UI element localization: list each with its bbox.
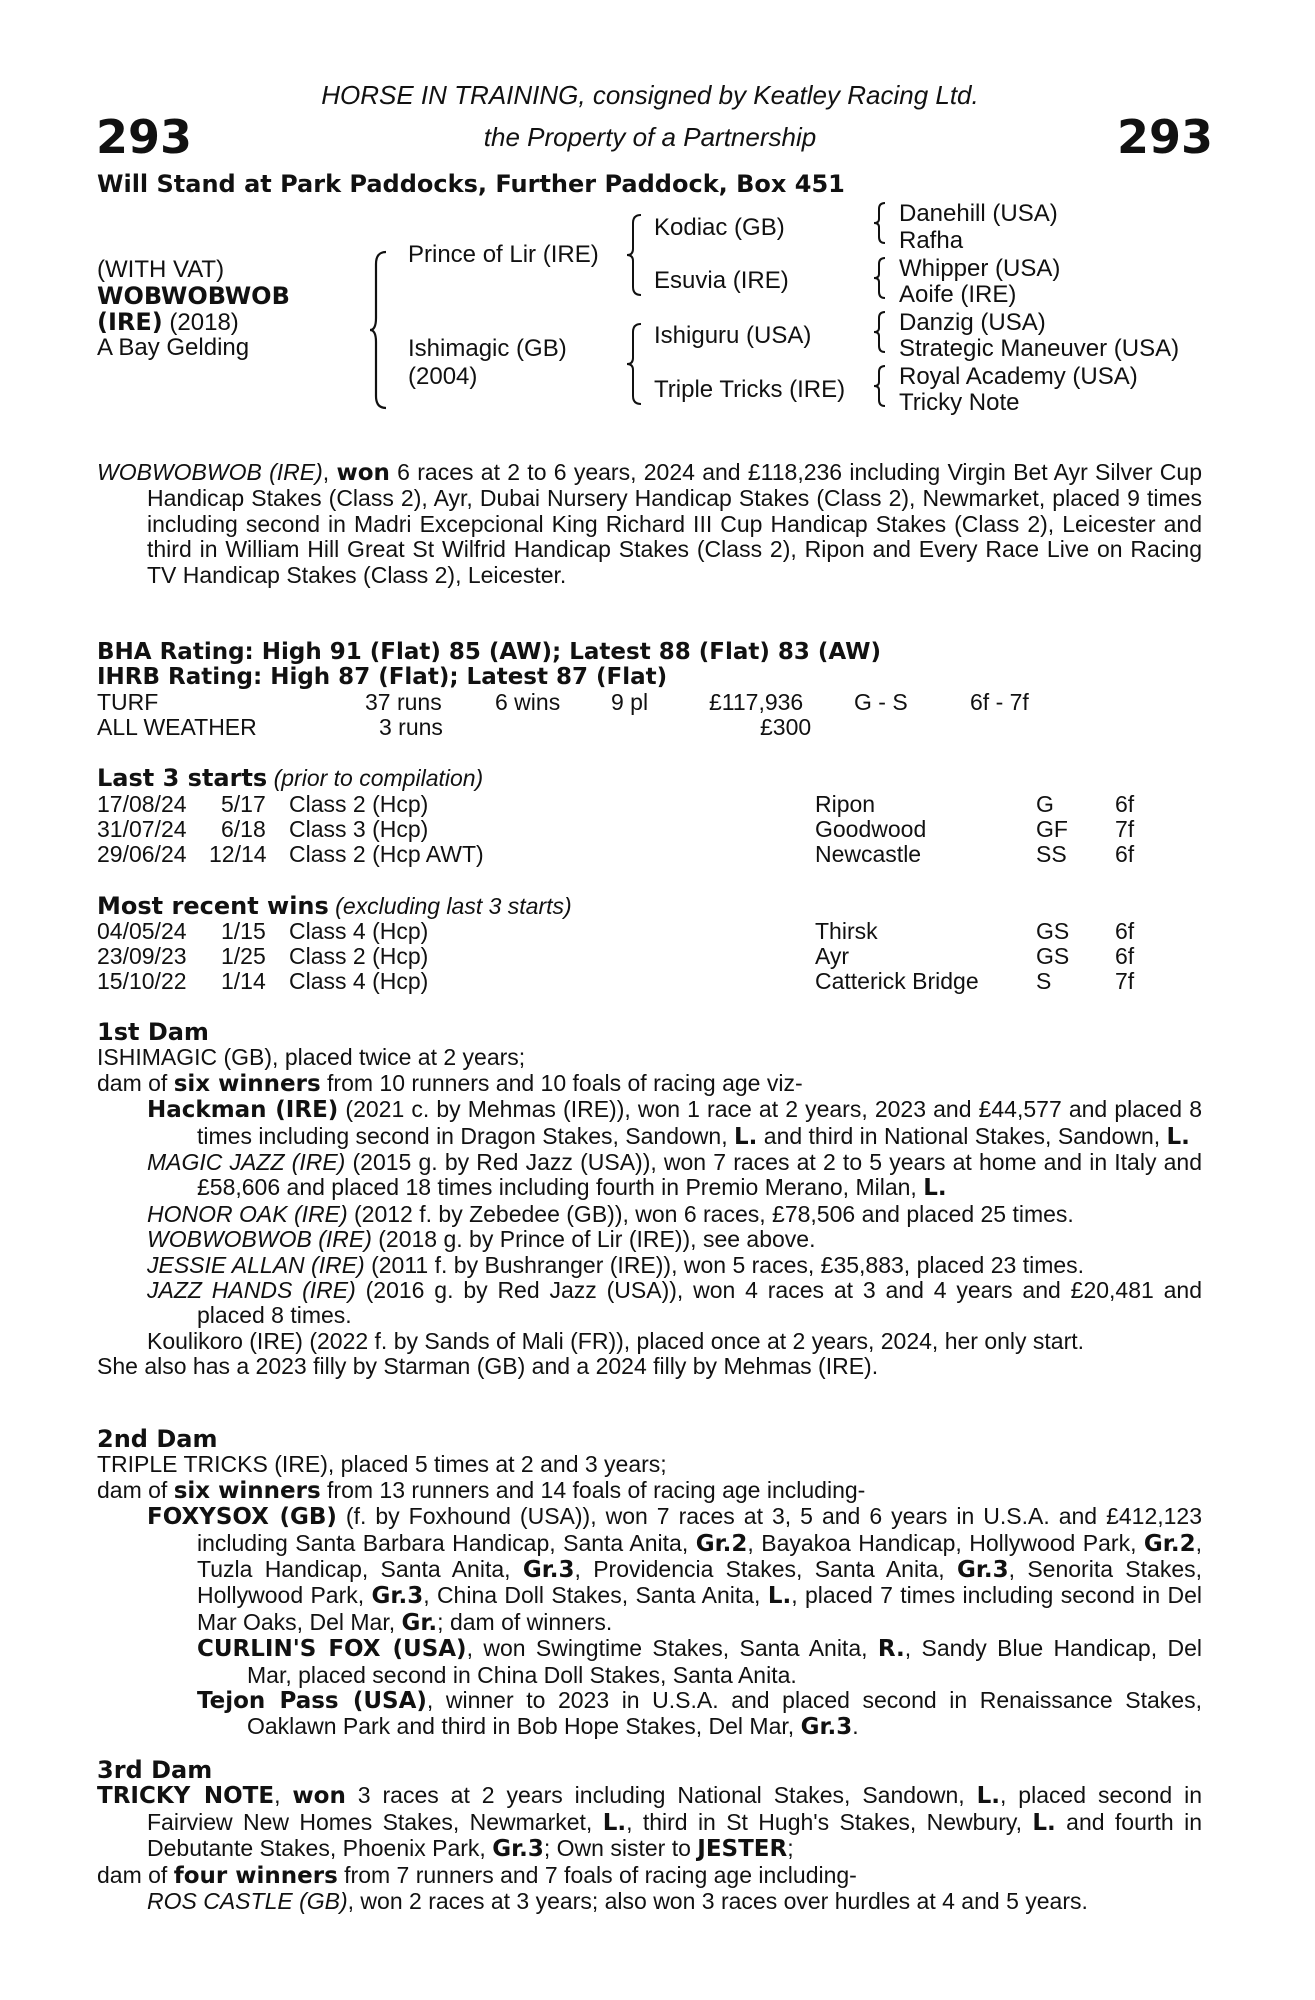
produce-text: (2012 f. by Zebedee (GB)), won 6 races, £78,506 and placed 25 times. [347,1200,1074,1227]
produce-text: and third in National Stakes, Sandown, [757,1122,1167,1149]
produce-wobwobwob [97,1227,1202,1252]
pedigree-dss: Danzig (USA) [899,309,1046,336]
ihrb-rating: IHRB Rating: High 87 (Flat); Latest 87 (Flat) [97,664,668,690]
produce-text: , Tuzla Handicap, Santa Anita, [197,1529,1202,1583]
record-runs: 3 runs [379,714,443,740]
last3-row [97,792,1202,817]
summary-horse-name: WOBWOBWOB (IRE) [97,459,323,485]
produce-text: (2021 c. by Mehmas (IRE)), won 1 race at 2 years, 2023 and £44,577 and placed 8 times including second in Dragon Stakes, Sandown, [197,1096,1202,1149]
start-date: 17/08/24 [97,791,187,817]
pedigree-brace-sire [625,213,645,297]
record-surface: TURF [97,689,159,715]
record-text: 3 races at 2 years including National Stakes, Sandown, [345,1782,977,1809]
start-going: GF [1036,816,1068,842]
produce-name: Hackman (IRE) [147,1097,339,1124]
grade-mark: Gr.2 [1143,1530,1196,1557]
grade-mark: Gr.3 [371,1583,424,1610]
win-course: Catterick Bridge [815,968,979,994]
start-position: 12/14 [209,841,267,867]
horse-year: (2018) [162,309,239,336]
summary-won: won [336,460,390,486]
grade-mark: Gr. [401,1609,438,1636]
produce-ros-castle [97,1889,1202,1914]
pedigree-brace-dam [625,322,645,406]
start-position: 6/18 [221,816,266,842]
produce-jazz-hands [97,1278,1202,1329]
grade-mark: Gr.2 [695,1530,748,1557]
start-distance: 7f [1115,816,1135,842]
pedigree-sdd: Aoife (IRE) [899,281,1017,308]
start-distance: 6f [1115,791,1135,817]
pedigree-dam-sire: Ishiguru (USA) [654,322,812,349]
produce-text: , Bayakoa Handicap, Hollywood Park, [747,1529,1144,1556]
first-dam-title: 1st Dam [97,1018,209,1046]
pedigree-dam-dam: Triple Tricks (IRE) [654,376,846,403]
summary-text: 6 races at 2 to 6 years, 2024 and £118,236 including Virgin Bet Ayr Silver Cup Handicap Stakes (Class 2), Ayr, Dubai Nursery Handicap Stakes (Class 2), Newmarket, placed 9 times including second in Madri Excepcional King Richard III Cup Handicap Stakes (Class 2), Leicester and third in William Hill Great St Wilfrid Handicap Stakes (Class 2), Ripon and Every Race Live on Racing TV Handicap Stakes (Class 2), Leicester. [147,459,1203,588]
start-class: Class 2 (Hcp AWT) [289,841,484,867]
produce-tejon-pass [97,1688,1202,1741]
won-label: won [292,1783,346,1810]
produce-text: , Sandy Blue Handicap, Del Mar, placed second in China Doll Stakes, Santa Anita. [247,1635,1203,1688]
second-dam-title: 2nd Dam [97,1425,218,1453]
grade-mark: Gr.3 [956,1557,1009,1584]
win-position: 1/15 [221,918,266,944]
produce-name: JAZZ HANDS (IRE) [147,1277,356,1304]
record-prize: £117,936 [709,689,804,715]
listed-mark: L. [733,1123,758,1150]
record-text: ; [787,1835,794,1862]
last3-row [97,817,1202,842]
listed-mark: L. [1166,1123,1190,1150]
recent-win-row [97,919,1202,944]
produce-text: (2015 g. by Red Jazz (USA)), won 7 races at 2 to 5 years at home and in Italy and £58,606 and placed 18 times including fourth in Premio Merano, Milan, [197,1149,1202,1201]
last3-note: (prior to compilation) [267,765,484,791]
vat-note: (WITH VAT) [97,256,225,283]
pedigree-ddd: Tricky Note [899,389,1020,416]
produce-name: Tejon Pass (USA) [197,1688,427,1715]
grade-mark: Gr.3 [800,1714,853,1741]
dam-of: dam of [97,1476,174,1503]
header-consignor: HORSE IN TRAINING, consigned by Keatley Racing Ltd. [321,80,979,110]
produce-text: (2016 g. by Red Jazz (USA)), won 4 races at 3 and 4 years and £20,481 and placed 8 times. [197,1277,1203,1329]
win-distance: 7f [1115,968,1135,994]
produce-magic-jazz [97,1150,1202,1202]
pedigree-brace-dd [872,364,888,408]
win-date: 15/10/22 [97,968,187,994]
recent-wins-note: (excluding last 3 starts) [328,893,572,919]
runners-note: from 10 runners and 10 foals of racing age viz- [320,1069,803,1096]
race-summary: WOBWOBWOB (IRE), won 6 races at 2 to 6 years, 2024 and £118,236 including Virgin Bet Ayr Silver Cup Handicap Stakes (Class 2), Ayr, Dubai Nursery Handicap Stakes (Class 2), Newmarket, placed 9 times including second in Madri Excepcional King Richard III Cup Handicap Stakes (Class 2), Leicester and third in William Hill Great St Wilfrid Handicap Stakes (Class 2), Ripon and Every Race Live on Racing TV Handicap Stakes (Class 2), Leicester. [97,459,1203,588]
start-class: Class 3 (Hcp) [289,816,429,842]
pedigree-dsd: Strategic Maneuver (USA) [899,335,1180,362]
third-dam-section [97,1758,1202,1914]
separator: , [274,1782,293,1809]
recent-wins-heading [97,894,572,919]
produce-hackman [97,1097,1202,1150]
pedigree-brace-ss [872,201,888,245]
sibling-name: JESTER [697,1836,788,1863]
record-going: G - S [854,689,908,715]
win-class: Class 2 (Hcp) [289,943,429,969]
third-dam-produce [97,1863,1202,1889]
produce-text: . [852,1713,859,1740]
record-text: and fourth in Debutante Stakes, Phoenix Park, [147,1808,1202,1862]
start-position: 5/17 [221,791,266,817]
last3-title: Last 3 starts [97,764,268,792]
record-wins: 6 wins [495,689,561,715]
horse-description: A Bay Gelding [97,334,250,361]
dam-of: dam of [97,1069,174,1096]
win-going: GS [1036,943,1070,969]
record-text: ; Own sister to [543,1835,698,1862]
produce-text: , China Doll Stakes, Santa Anita, [423,1582,768,1609]
header-property: the Property of a Partnership [483,122,817,152]
pedigree-sire-sire: Kodiac (GB) [654,214,785,241]
start-course: Ripon [815,791,876,817]
pedigree-brace-sd [872,256,888,300]
start-going: SS [1036,841,1067,867]
produce-name: MAGIC JAZZ (IRE) [147,1149,346,1176]
recent-win-row [97,969,1202,994]
produce-foxysox [97,1504,1202,1636]
record-text: , placed second in Fairview New Homes Stakes, Newmarket, [147,1782,1203,1835]
runners-note: from 13 runners and 14 foals of racing age including- [320,1476,866,1503]
start-course: Newcastle [815,841,922,867]
produce-text: , won Swingtime Stakes, Santa Anita, [466,1635,878,1662]
win-position: 1/14 [221,968,266,994]
produce-name: FOXYSOX (GB) [147,1504,337,1531]
produce-name: CURLIN'S FOX (USA) [197,1636,467,1663]
produce-text: ; dam of winners. [437,1608,613,1635]
produce-name: WOBWOBWOB (IRE) [147,1226,372,1253]
produce-text: , Providencia Stakes, Santa Anita, [574,1556,957,1583]
pedigree-sss: Danehill (USA) [899,200,1058,227]
record-prize: £300 [760,714,812,740]
start-date: 29/06/24 [97,841,187,867]
horse-origin-year [97,309,239,336]
produce-name: HONOR OAK (IRE) [147,1200,348,1227]
produce-curlins-fox [97,1636,1202,1688]
produce-text: , placed 7 times including second in Del Mar Oaks, Del Mar, [197,1582,1202,1635]
pedigree-sire: Prince of Lir (IRE) [408,241,599,268]
produce-name: JESSIE ALLAN (IRE) [147,1251,365,1278]
win-position: 1/25 [221,943,266,969]
produce-text: , won 2 races at 3 years; also won 3 races over hurdles at 4 and 5 years. [347,1888,1088,1915]
pedigree-dam: Ishimagic (GB) [408,335,567,362]
record-surface: ALL WEATHER [97,714,257,740]
first-dam-section [97,1020,1202,1380]
dam-of: dam of [97,1861,174,1888]
lot-number-right: 293 [1117,110,1214,164]
listed-mark: L. [1032,1809,1056,1836]
record-turf [97,690,1202,715]
start-going: G [1036,791,1054,817]
grade-mark: Gr.3 [522,1557,575,1584]
win-date: 23/09/23 [97,943,187,969]
win-distance: 6f [1115,943,1135,969]
win-course: Ayr [815,943,850,969]
grade-mark: Gr.3 [492,1836,544,1863]
start-course: Goodwood [815,816,927,842]
horse-origin: (IRE) [97,308,163,336]
produce-jessie-allan [97,1253,1202,1278]
runners-note: from 7 runners and 7 foals of racing age including- [337,1861,857,1888]
record-text: , third in St Hugh's Stakes, Newbury, [626,1808,1033,1835]
dam-also-has: She also has a 2023 filly by Starman (GB) and a 2024 filly by Mehmas (IRE). [97,1353,879,1380]
winners-count: six winners [173,1477,321,1504]
produce-text: (f. by Foxhound (USA)), won 7 races at 3, 5 and 6 years in U.S.A. and £412,123 including Santa Barbara Handicap, Santa Anita, [197,1503,1203,1556]
produce-text: (2011 f. by Bushranger (IRE)), won 5 races, £35,883, placed 23 times. [364,1251,1085,1278]
horse-name: WOBWOBWOB [97,282,290,310]
pedigree-dam-year: (2004) [408,363,478,390]
winners-count: four winners [173,1862,338,1889]
winners-count: six winners [173,1070,321,1097]
listed-mark: L. [767,1583,792,1610]
start-date: 31/07/24 [97,816,187,842]
listed-mark: L. [602,1809,627,1836]
win-going: S [1036,968,1052,994]
win-date: 04/05/24 [97,918,187,944]
bha-rating: BHA Rating: High 91 (Flat) 85 (AW); Latest 88 (Flat) 83 (AW) [97,639,882,665]
win-going: GS [1036,918,1070,944]
recent-win-row [97,944,1202,969]
last3-row [97,842,1202,867]
pedigree-dds: Royal Academy (USA) [899,363,1138,390]
pedigree-sds: Whipper (USA) [899,255,1061,282]
third-dam-record [97,1783,1202,1862]
produce-name: ROS CASTLE (GB) [147,1888,348,1915]
second-dam-line: TRIPLE TRICKS (IRE), placed 5 times at 2 and 3 years; [97,1451,667,1478]
second-dam-section [97,1427,1202,1741]
listed-mark: L. [923,1175,947,1202]
record-runs: 37 runs [365,689,442,715]
start-class: Class 2 (Hcp) [289,791,429,817]
record-distance: 6f - 7f [970,689,1029,715]
third-dam-name: TRICKY NOTE [97,1783,275,1810]
lot-number-left: 293 [96,110,193,164]
record-placed: 9 pl [611,689,649,715]
third-dam-title: 3rd Dam [97,1756,213,1784]
win-course: Thirsk [815,918,878,944]
start-distance: 6f [1115,841,1135,867]
pedigree-ssd: Rafha [899,227,964,254]
first-dam-produce [97,1071,1202,1097]
stand-location: Will Stand at Park Paddocks, Further Paddock, Box 451 [97,170,845,198]
pedigree-brace-main [368,250,392,410]
first-dam-line: ISHIMAGIC (GB), placed twice at 2 years; [97,1044,526,1071]
listed-mark: L. [976,1783,1000,1810]
produce-text: , Senorita Stakes, Hollywood Park, [197,1556,1203,1609]
record-all-weather [97,715,1202,740]
produce-koulikoro: Koulikoro (IRE) (2022 f. by Sands of Mali (FR)), placed once at 2 years, 2024, her only start. [147,1327,1085,1354]
produce-honor-oak [97,1202,1202,1227]
produce-text: (2018 g. by Prince of Lir (IRE)), see above. [371,1226,816,1253]
win-class: Class 4 (Hcp) [289,968,429,994]
last3-heading [97,766,483,791]
restricted-mark: R. [877,1636,905,1663]
win-class: Class 4 (Hcp) [289,918,429,944]
pedigree-sire-dam: Esuvia (IRE) [654,267,789,294]
recent-wins-title: Most recent wins [97,892,329,920]
win-distance: 6f [1115,918,1135,944]
second-dam-produce [97,1478,1202,1504]
pedigree-brace-ds [872,310,888,354]
produce-text: , winner to 2023 in U.S.A. and placed second in Renaissance Stakes, Oaklawn Park and third in Bob Hope Stakes, Del Mar, [247,1687,1202,1740]
